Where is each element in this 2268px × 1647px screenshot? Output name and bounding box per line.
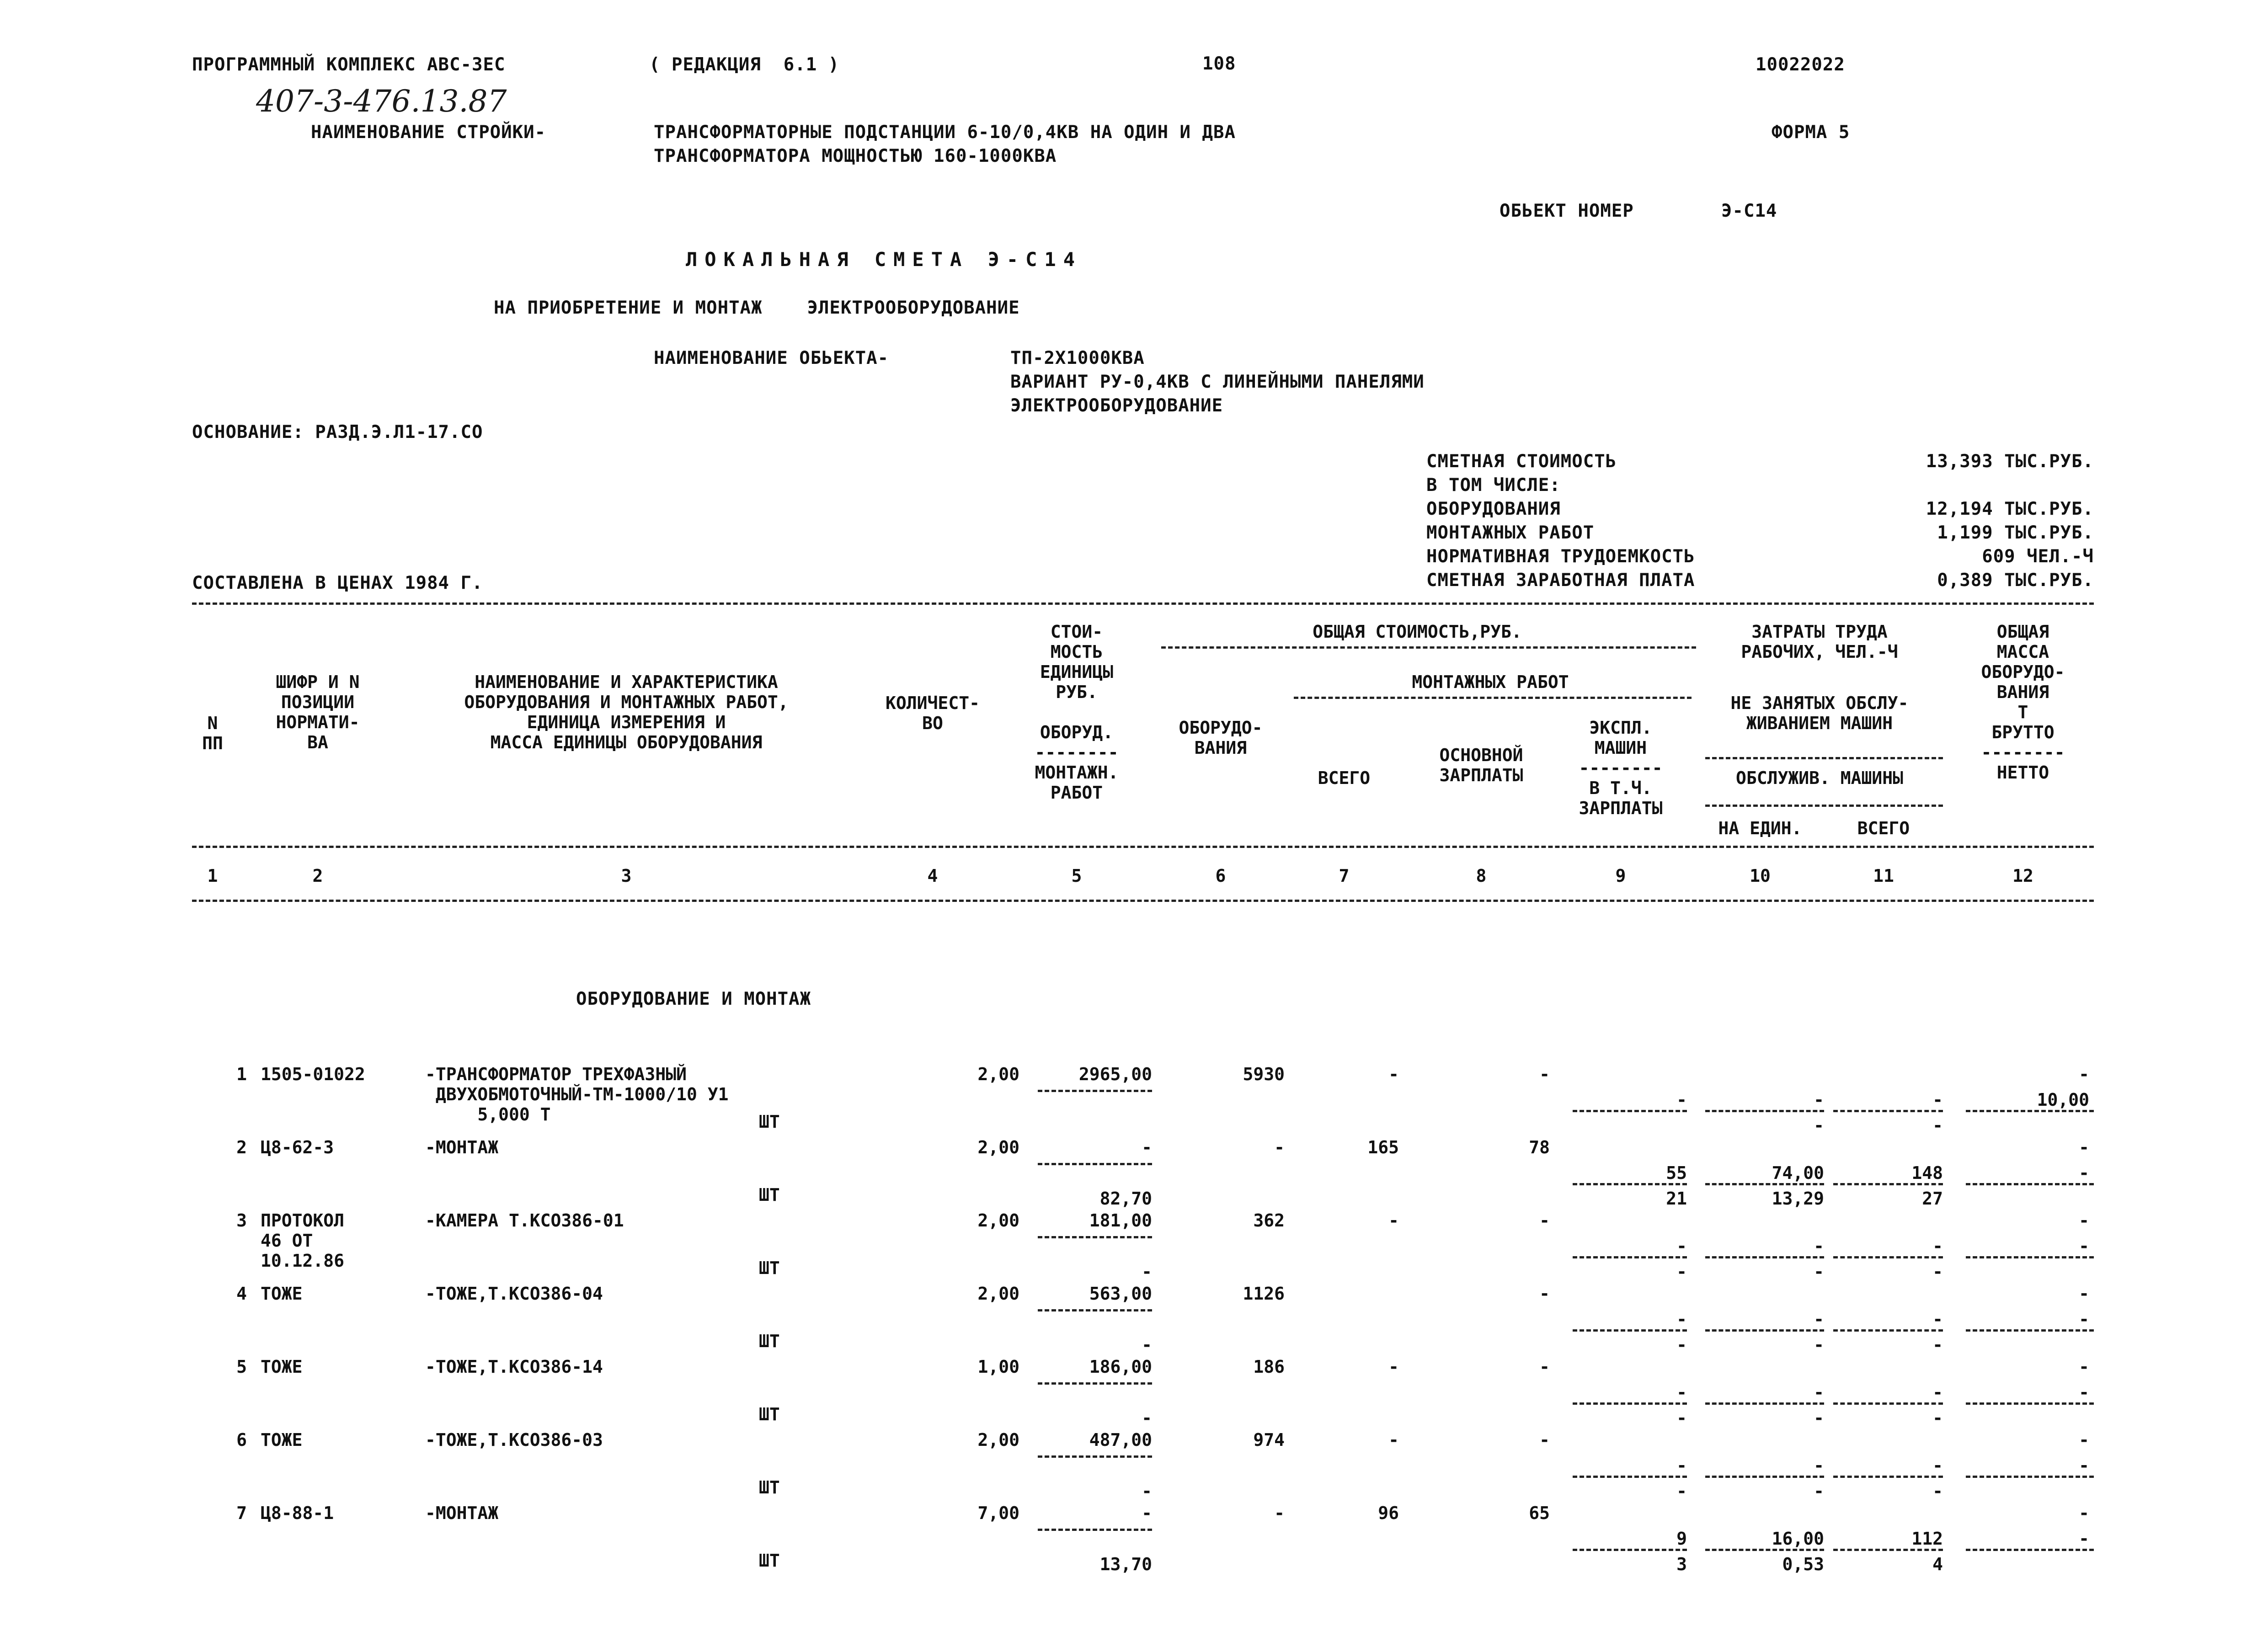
row-code: ТОЖЕ: [261, 1284, 303, 1304]
cell-divider: [1705, 1329, 1824, 1332]
row-equipment-cost: -: [1274, 1503, 1285, 1523]
row-unit-cost: 2965,00: [1078, 1064, 1152, 1084]
row-unit: ШТ: [759, 1185, 780, 1205]
column-number: 6: [1215, 866, 1226, 886]
summary-value: 12,194 ТЫС.РУБ.: [1926, 499, 2094, 519]
row-labor-unit: -: [1814, 1455, 1824, 1476]
column-number: 7: [1339, 866, 1350, 886]
row-mount-total: -: [1388, 1064, 1399, 1084]
row-base-wage: -: [1539, 1430, 1550, 1450]
row-number: 4: [236, 1284, 247, 1304]
row-unit: ШТ: [759, 1477, 780, 1498]
cell-divider: [1966, 1402, 2094, 1405]
cell-divider: [1038, 1309, 1152, 1311]
row-labor2-total: -: [1932, 1115, 1943, 1135]
cell-divider: [1833, 1476, 1943, 1478]
row-machine-wage: -: [1676, 1481, 1687, 1501]
row-mass-gross: -: [2079, 1137, 2089, 1157]
row-machines: -: [1676, 1455, 1687, 1476]
row-labor-unit: -: [1814, 1236, 1824, 1256]
row-code: Ц8-88-1: [261, 1503, 334, 1523]
row-code: ТОЖЕ: [261, 1430, 303, 1450]
cell-divider: [1573, 1476, 1687, 1478]
row-mount-total: 96: [1378, 1503, 1399, 1523]
object-name-line-3: ЭЛЕКТРООБОРУДОВАНИЕ: [1010, 395, 1223, 416]
column-number: 12: [2012, 866, 2033, 886]
row-unit-mount: 82,70: [1099, 1189, 1152, 1209]
cell-divider: [1573, 1402, 1687, 1405]
row-code: 1505-01022: [261, 1064, 365, 1084]
row-quantity: 1,00: [977, 1357, 1019, 1377]
cell-divider: [1705, 1256, 1824, 1258]
row-name: -МОНТАЖ: [425, 1137, 499, 1157]
row-machines: -: [1676, 1309, 1687, 1329]
object-number: Э-С14: [1721, 201, 1777, 221]
row-labor-total: -: [1932, 1309, 1943, 1329]
row-name: -ТРАНСФОРМАТОР ТРЕХФАЗНЫЙ ДВУХОБМОТОЧНЫЙ-ТМ-1000/10 У1 5,000 Т: [425, 1064, 729, 1125]
summary-label: СМЕТНАЯ СТОИМОСТЬ: [1426, 451, 1617, 472]
row-name: -ТОЖЕ,Т.КСО386-14: [425, 1357, 603, 1377]
row-unit-cost: 487,00: [1089, 1430, 1152, 1450]
row-labor-unit: -: [1814, 1090, 1824, 1110]
row-equipment-cost: 974: [1253, 1430, 1285, 1450]
column-number: 8: [1476, 866, 1487, 886]
column-number: 2: [312, 866, 323, 886]
header-labor: ЗАТРАТЫ ТРУДА РАБОЧИХ, ЧЕЛ.-Ч: [1741, 622, 1898, 662]
row-labor2-unit: -: [1814, 1481, 1824, 1501]
row-mass-net: -: [2079, 1529, 2089, 1549]
row-mass-gross: -: [2079, 1064, 2089, 1084]
column-number: 11: [1873, 866, 1894, 886]
cell-divider: [1833, 1402, 1943, 1405]
row-machine-wage: 3: [1676, 1554, 1687, 1574]
cell-divider: [1038, 1455, 1152, 1458]
row-machines: -: [1676, 1236, 1687, 1256]
header-col-12: ОБЩАЯ МАССА ОБОРУДО- ВАНИЯ Т БРУТТО -------- НЕТТО: [1981, 622, 2065, 783]
basis: ОСНОВАНИЕ: РАЗД.Э.Л1-17.СО: [192, 422, 483, 442]
row-mass-gross: -: [2079, 1503, 2089, 1523]
header-col-10: НА ЕДИН.: [1718, 818, 1802, 838]
row-labor2-total: -: [1932, 1262, 1943, 1282]
row-unit-mount: 13,70: [1099, 1554, 1152, 1574]
cell-divider: [1833, 1110, 1943, 1112]
row-unit: ШТ: [759, 1258, 780, 1278]
row-machine-wage: -: [1676, 1262, 1687, 1282]
header-labor-sub: НЕ ЗАНЯТЫХ ОБСЛУ- ЖИВАНИЕМ МАШИН: [1730, 693, 1909, 733]
row-number: 5: [236, 1357, 247, 1377]
construction-line-2: ТРАНСФОРМАТОРА МОЩНОСТЬЮ 160-1000КВА: [654, 146, 1057, 166]
row-machines: -: [1676, 1090, 1687, 1110]
row-mount-total: -: [1388, 1210, 1399, 1231]
row-unit-mount: -: [1142, 1408, 1152, 1428]
row-labor2-total: 4: [1932, 1554, 1943, 1574]
row-labor2-total: -: [1932, 1481, 1943, 1501]
row-base-wage: -: [1539, 1064, 1550, 1084]
cell-divider: [1038, 1236, 1152, 1238]
row-equipment-cost: 1126: [1243, 1284, 1285, 1304]
row-unit-cost: 186,00: [1089, 1357, 1152, 1377]
row-mount-total: 165: [1367, 1137, 1399, 1157]
header-col-1: N ПП: [202, 713, 223, 753]
row-labor2-unit: -: [1814, 1262, 1824, 1282]
header-col-4: КОЛИЧЕСТ- ВО: [886, 693, 980, 733]
document-code: 10022022: [1756, 54, 1845, 75]
row-mass-gross: -: [2079, 1430, 2089, 1450]
row-labor2-unit: 13,29: [1772, 1189, 1824, 1209]
header-col-3: НАИМЕНОВАНИЕ И ХАРАКТЕРИСТИКА ОБОРУДОВАНИЯ И МОНТАЖНЫХ РАБОТ, ЕДИНИЦА ИЗМЕРЕНИЯ И МАССА ЕДИНИЦЫ ОБОРУДОВАНИЯ: [464, 672, 789, 752]
row-code: ПРОТОКОЛ 46 ОТ 10.12.86: [261, 1210, 345, 1271]
row-labor-unit: -: [1814, 1382, 1824, 1402]
header-subrule: [1161, 646, 1696, 649]
row-base-wage: -: [1539, 1357, 1550, 1377]
row-labor2-total: 27: [1922, 1189, 1943, 1209]
row-code: ТОЖЕ: [261, 1357, 303, 1377]
row-unit-cost: 181,00: [1089, 1210, 1152, 1231]
cell-divider: [1573, 1256, 1687, 1258]
summary-label: МОНТАЖНЫХ РАБОТ: [1426, 522, 1595, 543]
header-col-7: ВСЕГО: [1318, 768, 1371, 788]
row-mass-gross: -: [2079, 1284, 2089, 1304]
row-unit-cost: -: [1142, 1137, 1152, 1157]
cell-divider: [1038, 1090, 1152, 1092]
header-mounting: МОНТАЖНЫХ РАБОТ: [1412, 672, 1569, 692]
row-mass-net: -: [2079, 1163, 2089, 1183]
summary-value: 0,389 ТЫС.РУБ.: [1937, 570, 2094, 591]
row-unit: ШТ: [759, 1112, 780, 1132]
price-basis: СОСТАВЛЕНА В ЦЕНАХ 1984 Г.: [192, 573, 483, 593]
cell-divider: [1966, 1549, 2094, 1551]
cell-divider: [1573, 1329, 1687, 1332]
header-col-6: ОБОРУДО- ВАНИЯ: [1179, 718, 1263, 758]
row-number: 3: [236, 1210, 247, 1231]
header-rule-top: [192, 602, 2094, 605]
cell-divider: [1833, 1329, 1943, 1332]
row-name: -КАМЕРА Т.КСО386-01: [425, 1210, 624, 1231]
cell-divider: [1038, 1163, 1152, 1165]
row-labor-total: 112: [1911, 1529, 1943, 1549]
header-rule-bottom: [192, 900, 2094, 902]
document-purpose: НА ПРИОБРЕТЕНИЕ И МОНТАЖ ЭЛЕКТРООБОРУДОВАНИЕ: [494, 298, 1020, 318]
row-labor2-unit: 0,53: [1782, 1554, 1824, 1574]
row-labor-unit: -: [1814, 1309, 1824, 1329]
row-mass-net: -: [2079, 1455, 2089, 1476]
handwritten-note: 407-3-476.13.87: [256, 84, 507, 119]
row-quantity: 2,00: [977, 1064, 1019, 1084]
row-machines: 55: [1666, 1163, 1687, 1183]
summary-label: ОБОРУДОВАНИЯ: [1426, 499, 1561, 519]
row-quantity: 2,00: [977, 1137, 1019, 1157]
row-unit: ШТ: [759, 1331, 780, 1351]
row-labor-total: -: [1932, 1090, 1943, 1110]
row-labor-unit: 74,00: [1772, 1163, 1824, 1183]
document-title: ЛОКАЛЬНАЯ СМЕТА Э-С14: [686, 248, 1083, 271]
row-labor2-unit: -: [1814, 1335, 1824, 1355]
row-labor-total: -: [1932, 1236, 1943, 1256]
header-col-11: ВСЕГО: [1857, 818, 1910, 838]
object-name-line-2: ВАРИАНТ РУ-0,4КВ С ЛИНЕЙНЫМИ ПАНЕЛЯМИ: [1010, 372, 1425, 392]
row-machines: -: [1676, 1382, 1687, 1402]
row-labor-unit: 16,00: [1772, 1529, 1824, 1549]
page-number: 108: [1202, 53, 1236, 74]
row-name: -ТОЖЕ,Т.КСО386-03: [425, 1430, 603, 1450]
cell-divider: [1966, 1183, 2094, 1185]
row-unit-mount: -: [1142, 1335, 1152, 1355]
edition: ( РЕДАКЦИЯ 6.1 ): [649, 54, 840, 75]
header-subrule: [1705, 757, 1943, 759]
row-mass-gross: -: [2079, 1357, 2089, 1377]
row-machine-wage: -: [1676, 1335, 1687, 1355]
row-labor2-unit: -: [1814, 1115, 1824, 1135]
row-labor-total: -: [1932, 1455, 1943, 1476]
cell-divider: [1833, 1256, 1943, 1258]
row-name: -ТОЖЕ,Т.КСО386-04: [425, 1284, 603, 1304]
column-number: 4: [927, 866, 938, 886]
cell-divider: [1966, 1110, 2094, 1112]
row-labor-total: 148: [1911, 1163, 1943, 1183]
section-title: ОБОРУДОВАНИЕ И МОНТАЖ: [576, 989, 811, 1009]
row-base-wage: -: [1539, 1210, 1550, 1231]
row-labor2-total: -: [1932, 1408, 1943, 1428]
row-labor-total: -: [1932, 1382, 1943, 1402]
header-labor-sub2: ОБСЛУЖИВ. МАШИНЫ: [1735, 768, 1904, 788]
header-subrule: [1705, 805, 1943, 807]
row-base-wage: 65: [1529, 1503, 1550, 1523]
header-col-8: ОСНОВНОЙ ЗАРПЛАТЫ: [1439, 745, 1523, 785]
row-machines: 9: [1676, 1529, 1687, 1549]
column-number: 1: [207, 866, 218, 886]
column-number: 5: [1071, 866, 1082, 886]
summary-label: СМЕТНАЯ ЗАРАБОТНАЯ ПЛАТА: [1426, 570, 1695, 591]
column-number: 9: [1615, 866, 1626, 886]
cell-divider: [1038, 1382, 1152, 1385]
row-machine-wage: 21: [1666, 1189, 1687, 1209]
object-name-line-1: ТП-2Х1000КВА: [1010, 348, 1145, 368]
row-quantity: 2,00: [977, 1284, 1019, 1304]
row-quantity: 2,00: [977, 1210, 1019, 1231]
program-name: ПРОГРАММНЫЙ КОМПЛЕКС АВС-3ЕС: [192, 54, 506, 75]
summary-value: 609 ЧЕЛ.-Ч: [1982, 546, 2094, 567]
column-number: 10: [1750, 866, 1771, 886]
header-col-5: СТОИ- МОСТЬ ЕДИНИЦЫ РУБ. ОБОРУД. -------- МОНТАЖН. РАБОТ: [1035, 622, 1119, 803]
row-number: 2: [236, 1137, 247, 1157]
row-code: Ц8-62-3: [261, 1137, 334, 1157]
header-col-2: ШИФР И N ПОЗИЦИИ НОРМАТИ- ВА: [276, 672, 360, 752]
row-unit-mount: -: [1142, 1262, 1152, 1282]
column-number: 3: [621, 866, 632, 886]
row-mount-total: -: [1388, 1357, 1399, 1377]
cell-divider: [1705, 1110, 1824, 1112]
row-base-wage: 78: [1529, 1137, 1550, 1157]
cell-divider: [1966, 1329, 2094, 1332]
summary-label: В ТОМ ЧИСЛЕ:: [1426, 475, 1561, 496]
cell-divider: [1705, 1476, 1824, 1478]
row-mount-total: -: [1388, 1430, 1399, 1450]
cell-divider: [1833, 1183, 1943, 1185]
row-equipment-cost: 5930: [1243, 1064, 1285, 1084]
row-equipment-cost: -: [1274, 1137, 1285, 1157]
row-mass-net: -: [2079, 1309, 2089, 1329]
cell-divider: [1705, 1402, 1824, 1405]
row-mass-gross: -: [2079, 1210, 2089, 1231]
row-labor2-total: -: [1932, 1335, 1943, 1355]
cell-divider: [1833, 1549, 1943, 1551]
row-unit-mount: -: [1142, 1481, 1152, 1501]
row-quantity: 7,00: [977, 1503, 1019, 1523]
row-equipment-cost: 186: [1253, 1357, 1285, 1377]
row-unit: ШТ: [759, 1404, 780, 1424]
cell-divider: [1573, 1549, 1687, 1551]
construction-label: НАИМЕНОВАНИЕ СТРОЙКИ-: [311, 122, 546, 143]
row-quantity: 2,00: [977, 1430, 1019, 1450]
row-labor2-unit: -: [1814, 1408, 1824, 1428]
row-name: -МОНТАЖ: [425, 1503, 499, 1523]
row-mass-net: -: [2079, 1236, 2089, 1256]
object-name-label: НАИМЕНОВАНИЕ ОБЬЕКТА-: [654, 348, 889, 368]
cell-divider: [1966, 1476, 2094, 1478]
cell-divider: [1038, 1529, 1152, 1531]
cell-divider: [1705, 1183, 1824, 1185]
cell-divider: [1966, 1256, 2094, 1258]
summary-value: 1,199 ТЫС.РУБ.: [1937, 522, 2094, 543]
row-equipment-cost: 362: [1253, 1210, 1285, 1231]
row-unit: ШТ: [759, 1551, 780, 1571]
header-rule-mid: [192, 846, 2094, 848]
header-total-cost: ОБЩАЯ СТОИМОСТЬ,РУБ.: [1313, 622, 1522, 642]
row-number: 6: [236, 1430, 247, 1450]
summary-value: 13,393 ТЫС.РУБ.: [1926, 451, 2094, 472]
row-mass-net: 10,00: [2037, 1090, 2089, 1110]
header-col-9: ЭКСПЛ. МАШИН -------- В Т.Ч. ЗАРПЛАТЫ: [1579, 718, 1663, 818]
row-base-wage: -: [1539, 1284, 1550, 1304]
object-number-label: ОБЬЕКТ НОМЕР: [1500, 201, 1634, 221]
cell-divider: [1573, 1183, 1687, 1185]
form-label: ФОРМА 5: [1772, 122, 1850, 143]
construction-line-1: ТРАНСФОРМАТОРНЫЕ ПОДСТАНЦИИ 6-10/0,4КВ НА ОДИН И ДВА: [654, 122, 1236, 143]
row-unit-cost: 563,00: [1089, 1284, 1152, 1304]
cell-divider: [1705, 1549, 1824, 1551]
summary-label: НОРМАТИВНАЯ ТРУДОЕМКОСТЬ: [1426, 546, 1695, 567]
cell-divider: [1573, 1110, 1687, 1112]
row-machine-wage: -: [1676, 1408, 1687, 1428]
row-number: 1: [236, 1064, 247, 1084]
row-mass-net: -: [2079, 1382, 2089, 1402]
header-subrule: [1294, 697, 1692, 699]
row-unit-cost: -: [1142, 1503, 1152, 1523]
row-number: 7: [236, 1503, 247, 1523]
